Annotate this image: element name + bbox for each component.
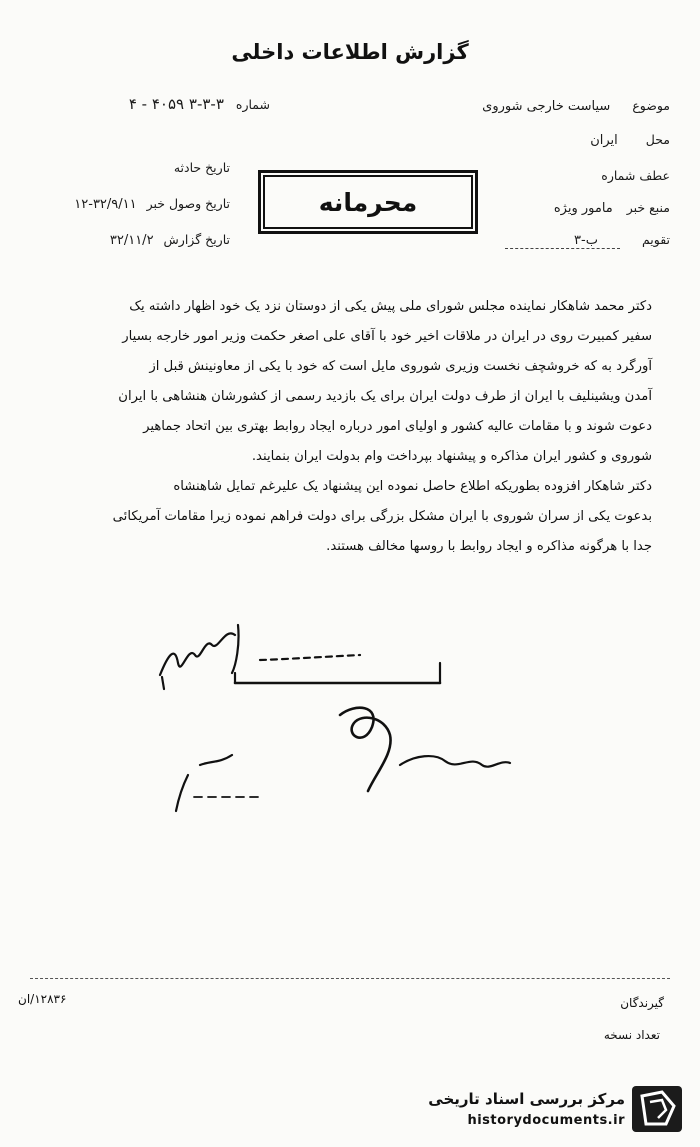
footer-divider [30, 978, 670, 979]
subject-label: موضوع [632, 98, 670, 113]
archive-name: مرکز بررسی اسناد تاریخی [428, 1090, 625, 1108]
reference-label: عطف شماره [601, 168, 670, 183]
event-date-label: تاریخ حادثه [173, 160, 230, 175]
report-body [42, 292, 652, 562]
evaluation-underline [505, 248, 620, 249]
archive-logo-icon [632, 1086, 682, 1132]
evaluation-row [574, 232, 670, 248]
receipt-date-label: تاریخ وصول خبر [146, 196, 230, 211]
evaluation-label: تقویم [641, 232, 670, 247]
report-date-value: ۳۲/۱۱/۲ [109, 233, 154, 248]
body-line: دکتر محمد شاهکار نماینده مجلس شورای ملی پیش یکی از دوستان نزد یک خود اظهار داشته یک [129, 299, 652, 314]
reference-row [601, 168, 670, 183]
signature-stroke [340, 708, 391, 791]
source-value: مامور ویژه [553, 201, 613, 216]
report-date-label: تاریخ گزارش [163, 232, 230, 247]
source-label: منبع خبر [626, 200, 670, 215]
event-date-row [40, 160, 230, 175]
body-line: سفیر کمبیرت روی در ایران در ملاقات اخیر خود با آقای علی اصغر حکمت وزیر امور خارجه بسیار [122, 329, 652, 344]
body-line: آورگرد به که خروشچف نخست وزیری شوروی مایل است که خود با یکی از معاونینش قبل از [149, 359, 652, 374]
report-date-row [40, 232, 230, 248]
body-line: جدا با هرگونه مذاکره و ایجاد روابط با روسها مخالف هستند. [326, 539, 652, 554]
copies-label: تعداد نسخه [603, 1028, 660, 1042]
number-row [40, 95, 270, 113]
handwritten-mark [160, 633, 235, 675]
body-line: دکتر شاهکار افزوده بطوریکه اطلاع حاصل نموده این پیشنهاد یک علیرغم تمایل شاهنشاه [173, 479, 652, 494]
number-value: ۳-۳-۳ ۴۰۵۹ - ۴ [128, 95, 224, 113]
report-title: گزارش اطلاعات داخلی [231, 40, 469, 64]
number-label: شماره [235, 97, 270, 112]
place-row [590, 132, 670, 148]
source-row [554, 200, 670, 216]
place-value: ایران [590, 133, 618, 148]
subject-value: سیاست خارجی شوروی [482, 99, 611, 114]
body-line: شوروی و کشور ایران مذاکره و پیشنهاد بپرداخت وام بدولت ایران بنمایند. [251, 449, 652, 464]
receipt-date-row [40, 196, 230, 212]
place-label: محل [645, 132, 670, 147]
body-line: دعوت شوند و با مقامات عالیه کشور و اولیای امور درباره ایجاد روابط بهتری بین اتحاد جماهیر [143, 419, 652, 434]
evaluation-value: ب-۳ [574, 233, 598, 248]
subject-row [482, 98, 670, 114]
receipt-date-value: ۳۲/۹/۱۱-۱۲ [74, 197, 137, 212]
recipient-label: گیرندگان [620, 996, 664, 1010]
file-number: ۱۲۸۳۶/ان [18, 992, 67, 1006]
body-line: آمدن ویشینلیف با ایران از طرف دولت ایران برای یک بازدید رسمی از کشورشان هنشاهی با ایران [118, 389, 652, 404]
signatures-graphic [140, 615, 560, 835]
body-line: بدعوت یکی از سران شوروی با ایران مشکل بزرگی برای دولت فراهم نموده زیرا مقامات آمریکائی [112, 509, 652, 524]
confidential-stamp: محرمانه [258, 170, 478, 234]
archive-url[interactable]: historydocuments.ir [467, 1113, 625, 1128]
